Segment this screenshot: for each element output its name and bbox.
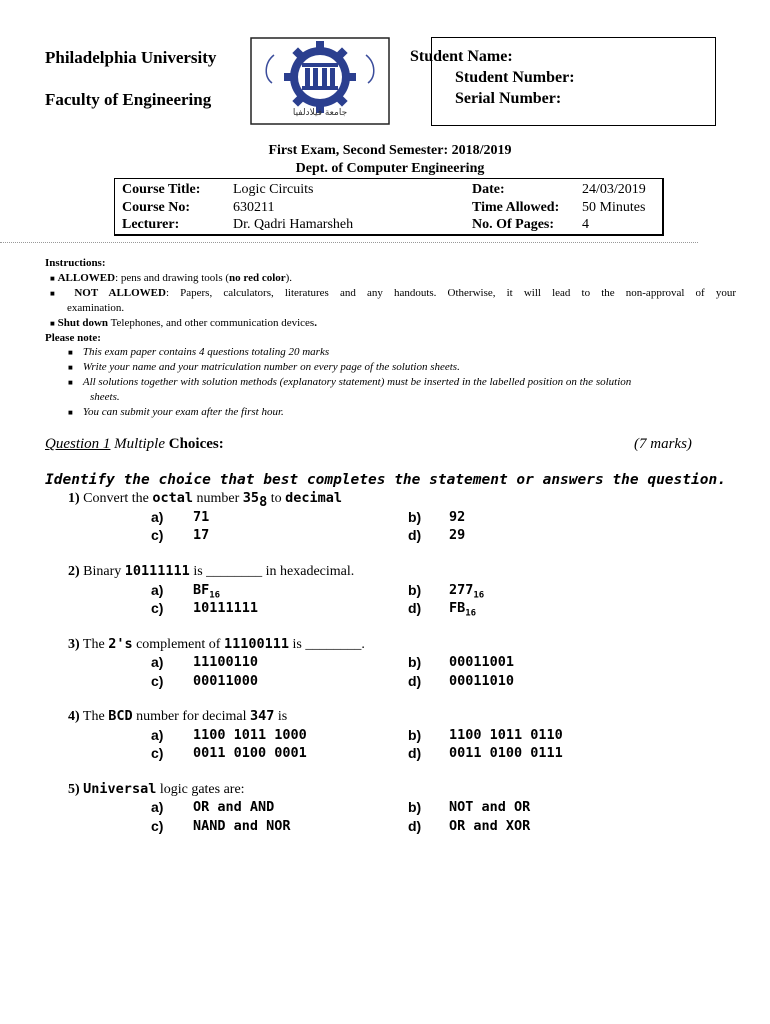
pages-label: No. Of Pages: bbox=[472, 217, 555, 232]
date-value: 24/03/2019 bbox=[582, 182, 646, 197]
bullet-icon: ■ bbox=[50, 289, 64, 298]
university-logo-icon bbox=[250, 37, 390, 125]
q2-d-option: $FB_{16}$ bbox=[449, 600, 477, 619]
student-number-label: Student Number: bbox=[455, 69, 575, 86]
q4-c-label: c) bbox=[151, 745, 164, 761]
serial-number-label: Serial Number: bbox=[455, 90, 562, 107]
q3-stem: 3) The 2's complement of 11100111 is ________. bbox=[68, 636, 365, 652]
q4-c-option: 0011 0100 0001 bbox=[193, 745, 307, 761]
q4-stem: 4) The BCD number for decimal 347 is bbox=[68, 708, 288, 724]
note-3-cont: sheets. bbox=[90, 391, 120, 403]
q1-a-option: 71 bbox=[193, 509, 210, 525]
q2-a-label: a) bbox=[151, 582, 164, 598]
q3-a-option: 11100110 bbox=[193, 654, 259, 670]
q2-c-label: c) bbox=[151, 600, 164, 616]
q1-b-option: 92 bbox=[449, 509, 466, 525]
instruction-shut-down: ■ Shut down Telephones, and other communication devices. bbox=[50, 317, 317, 329]
q1-d-label: d) bbox=[408, 527, 422, 543]
q3-b-option: 00011001 bbox=[449, 654, 515, 670]
note-heading: Please note: bbox=[45, 332, 101, 344]
q1-d-option: 29 bbox=[449, 527, 466, 543]
instruction-not-allowed-cont: examination. bbox=[67, 302, 125, 314]
course-no-value: 630211 bbox=[233, 200, 275, 215]
q2-stem: 2) Binary 10111111 is ________ in hexadecimal. bbox=[68, 563, 355, 579]
question-1-marks: (7 marks) bbox=[634, 436, 692, 452]
q1-stem: 1) Convert the octal number $35_8$ to decimal bbox=[68, 490, 342, 510]
lecturer-value: Dr. Qadri Hamarsheh bbox=[233, 217, 354, 232]
q4-d-option: 0011 0100 0111 bbox=[449, 745, 563, 761]
q5-b-option: NOT and OR bbox=[449, 799, 531, 815]
bullet-icon: ■ bbox=[68, 363, 73, 372]
q4-b-option: 1100 1011 0110 bbox=[449, 727, 563, 743]
note-4: ■ You can submit your exam after the first hour. bbox=[68, 406, 284, 418]
q2-b-option: $277_{16}$ bbox=[449, 582, 485, 601]
bullet-icon: ■ bbox=[50, 274, 55, 283]
instruction-allowed: ■ ALLOWED: pens and drawing tools (no red color). bbox=[50, 272, 293, 284]
pages-value: 4 bbox=[582, 217, 589, 232]
q2-b-label: b) bbox=[408, 582, 422, 598]
q1-c-label: c) bbox=[151, 527, 164, 543]
q4-a-option: 1100 1011 1000 bbox=[193, 727, 307, 743]
exam-dept: Dept. of Computer Engineering bbox=[295, 161, 485, 176]
q3-a-label: a) bbox=[151, 654, 164, 670]
time-allowed-label: Time Allowed: bbox=[472, 200, 560, 215]
lecturer-label: Lecturer: bbox=[122, 217, 180, 232]
q5-c-label: c) bbox=[151, 818, 164, 834]
q5-a-label: a) bbox=[151, 799, 164, 815]
instructions-heading: Instructions: bbox=[45, 257, 106, 269]
q5-c-option: NAND and NOR bbox=[193, 818, 291, 834]
q2-a-option: $BF_{16}$ bbox=[193, 582, 221, 601]
q1-b-label: b) bbox=[408, 509, 422, 525]
q3-d-label: d) bbox=[408, 673, 422, 689]
question-1-title: Question 1 Multiple Choices: bbox=[45, 436, 224, 452]
instruction-not-allowed: ■ NOT ALLOWED: Papers, calculators, literatures and any handouts. Otherwise, it will lead to the non-approval of your bbox=[50, 287, 736, 299]
q3-c-option: 00011000 bbox=[193, 673, 259, 689]
bullet-icon: ■ bbox=[68, 378, 73, 387]
note-1: ■ This exam paper contains 4 questions totaling 20 marks bbox=[68, 346, 330, 358]
note-2: ■ Write your name and your matriculation number on every page of the solution sheets. bbox=[68, 361, 460, 373]
student-name-label: Student Name: bbox=[410, 48, 513, 65]
svg-text:جامعة فيلادلفيا: جامعة فيلادلفيا bbox=[292, 108, 348, 118]
course-title-value: Logic Circuits bbox=[233, 182, 314, 197]
bullet-icon: ■ bbox=[68, 408, 73, 417]
q2-d-label: d) bbox=[408, 600, 422, 616]
q3-d-option: 00011010 bbox=[449, 673, 515, 689]
q5-b-label: b) bbox=[408, 799, 422, 815]
bullet-icon: ■ bbox=[50, 319, 55, 328]
course-no-label: Course No: bbox=[122, 200, 191, 215]
q4-b-label: b) bbox=[408, 727, 422, 743]
date-label: Date: bbox=[472, 182, 505, 197]
q5-d-option: OR and XOR bbox=[449, 818, 531, 834]
time-allowed-value: 50 Minutes bbox=[582, 200, 646, 215]
divider bbox=[0, 242, 698, 243]
q3-c-label: c) bbox=[151, 673, 164, 689]
q5-d-label: d) bbox=[408, 818, 422, 834]
exam-title: First Exam, Second Semester: 2018/2019 bbox=[268, 143, 512, 158]
faculty-name: Faculty of Engineering bbox=[45, 90, 212, 109]
bullet-icon: ■ bbox=[68, 348, 73, 357]
q5-stem: 5) Universal logic gates are: bbox=[68, 781, 245, 797]
q3-b-label: b) bbox=[408, 654, 422, 670]
q5-a-option: OR and AND bbox=[193, 799, 275, 815]
university-name: Philadelphia University bbox=[45, 48, 217, 67]
note-3: ■ All solutions together with solution methods (explanatory statement) must be inserted in the labelled position on the solution bbox=[68, 376, 632, 388]
course-title-label: Course Title: bbox=[122, 182, 201, 197]
q4-d-label: d) bbox=[408, 745, 422, 761]
q1-a-label: a) bbox=[151, 509, 164, 525]
question-1-instruction: Identify the choice that best completes the statement or answers the question. bbox=[45, 472, 726, 488]
q4-a-label: a) bbox=[151, 727, 164, 743]
q2-c-option: 10111111 bbox=[193, 600, 259, 616]
q1-c-option: 17 bbox=[193, 527, 210, 543]
